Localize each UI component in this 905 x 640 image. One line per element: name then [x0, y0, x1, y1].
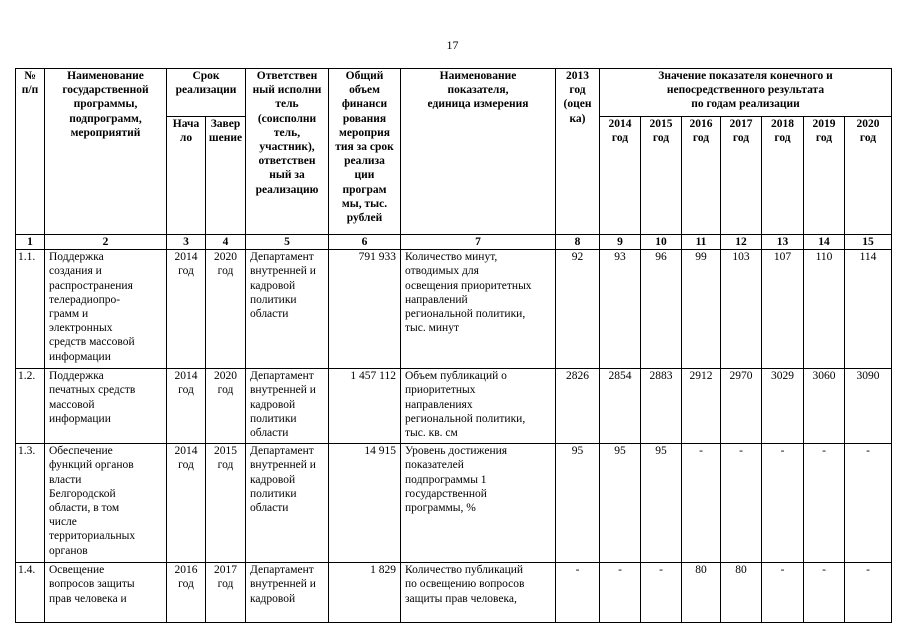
- row-end: 2020 год: [206, 369, 246, 444]
- header-year-2017: 2017 год: [721, 117, 762, 235]
- row-volume: 791 933: [329, 250, 401, 369]
- header-year-2014: 2014 год: [600, 117, 641, 235]
- row-value-2017: 80: [721, 563, 762, 623]
- column-number: 6: [329, 235, 401, 250]
- row-value-2017: 103: [721, 250, 762, 369]
- row-indicator: Объем публикаций о приоритетных направлениях региональной политики, тыс. кв. см: [401, 369, 556, 444]
- column-number: 11: [682, 235, 721, 250]
- header-year-2015: 2015 год: [641, 117, 682, 235]
- column-number: 9: [600, 235, 641, 250]
- row-end: 2017 год: [206, 563, 246, 623]
- row-value-2019: -: [804, 444, 845, 563]
- row-value-2013: 2826: [556, 369, 600, 444]
- row-activity-name: Поддержка создания и распространения телерадиопро- грамм и электронных средств массовой информации: [45, 250, 167, 369]
- row-end: 2020 год: [206, 250, 246, 369]
- row-value-2018: 3029: [762, 369, 804, 444]
- row-start: 2014 год: [167, 250, 206, 369]
- row-start: 2016 год: [167, 563, 206, 623]
- row-value-2017: 2970: [721, 369, 762, 444]
- header-year-2018: 2018 год: [762, 117, 804, 235]
- row-value-2016: 80: [682, 563, 721, 623]
- row-value-2020: -: [845, 563, 892, 623]
- row-activity-name: Обеспечение функций органов власти Белгородской области, в том числе территориальных органов: [45, 444, 167, 563]
- column-numbers-row: [16, 235, 892, 250]
- row-value-2015: 95: [641, 444, 682, 563]
- row-value-2014: 93: [600, 250, 641, 369]
- column-number: 3: [167, 235, 206, 250]
- row-start: 2014 год: [167, 444, 206, 563]
- row-responsible: Департамент внутренней и кадровой политики области: [246, 369, 329, 444]
- row-value-2016: -: [682, 444, 721, 563]
- row-volume: 14 915: [329, 444, 401, 563]
- header-end: Завер шение: [206, 117, 246, 235]
- column-number: 15: [845, 235, 892, 250]
- header-2013: 2013 год (оцен ка): [556, 69, 600, 235]
- header-year-2019: 2019 год: [804, 117, 845, 235]
- row-value-2014: -: [600, 563, 641, 623]
- row-responsible: Департамент внутренней и кадровой политики области: [246, 444, 329, 563]
- header-period: Срок реализации: [167, 69, 246, 117]
- header-values-group: Значение показателя конечного и непосредственного результата по годам реализации: [600, 69, 892, 117]
- row-value-2018: -: [762, 444, 804, 563]
- row-number: 1.2.: [16, 369, 45, 444]
- row-number: 1.3.: [16, 444, 45, 563]
- column-number: 8: [556, 235, 600, 250]
- row-start: 2014 год: [167, 369, 206, 444]
- row-value-2020: -: [845, 444, 892, 563]
- header-start: Нача ло: [167, 117, 206, 235]
- table-body: [16, 250, 892, 623]
- header-year-2020: 2020 год: [845, 117, 892, 235]
- column-number: 2: [45, 235, 167, 250]
- row-number: 1.4.: [16, 563, 45, 623]
- table-row: [16, 563, 892, 623]
- row-value-2018: -: [762, 563, 804, 623]
- row-value-2019: 110: [804, 250, 845, 369]
- row-value-2020: 114: [845, 250, 892, 369]
- column-number: 4: [206, 235, 246, 250]
- row-value-2013: -: [556, 563, 600, 623]
- header-responsible: Ответствен ный исполни тель (соисполни тель, участник), ответствен ный за реализацию: [246, 69, 329, 235]
- column-number: 10: [641, 235, 682, 250]
- row-value-2018: 107: [762, 250, 804, 369]
- row-value-2016: 99: [682, 250, 721, 369]
- column-number: 14: [804, 235, 845, 250]
- header-num: № п/п: [16, 69, 45, 235]
- header-volume: Общий объем финанси рования мероприя тия за срок реализа ции програм мы, тыс. рублей: [329, 69, 401, 235]
- row-value-2015: 96: [641, 250, 682, 369]
- row-volume: 1 829: [329, 563, 401, 623]
- row-indicator: Количество минут, отводимых для освещения приоритетных направлений региональной политики, тыс. минут: [401, 250, 556, 369]
- row-indicator: Количество публикаций по освещению вопросов защиты прав человека,: [401, 563, 556, 623]
- header-indicator: Наименование показателя, единица измерения: [401, 69, 556, 235]
- row-value-2015: 2883: [641, 369, 682, 444]
- table-header: [16, 69, 892, 250]
- column-number: 12: [721, 235, 762, 250]
- row-activity-name: Освещение вопросов защиты прав человека и: [45, 563, 167, 623]
- row-value-2019: -: [804, 563, 845, 623]
- program-table: [15, 68, 892, 623]
- column-number: 1: [16, 235, 45, 250]
- column-number: 7: [401, 235, 556, 250]
- row-responsible: Департамент внутренней и кадровой политики области: [246, 250, 329, 369]
- row-value-2016: 2912: [682, 369, 721, 444]
- table-row: [16, 369, 892, 444]
- row-indicator: Уровень достижения показателей подпрограммы 1 государственной программы, %: [401, 444, 556, 563]
- row-value-2020: 3090: [845, 369, 892, 444]
- row-value-2017: -: [721, 444, 762, 563]
- row-value-2013: 92: [556, 250, 600, 369]
- row-value-2019: 3060: [804, 369, 845, 444]
- table-row: [16, 250, 892, 369]
- row-value-2013: 95: [556, 444, 600, 563]
- column-number: 5: [246, 235, 329, 250]
- row-value-2014: 2854: [600, 369, 641, 444]
- column-number: 13: [762, 235, 804, 250]
- row-value-2015: -: [641, 563, 682, 623]
- row-number: 1.1.: [16, 250, 45, 369]
- header-name: Наименование государственной программы, подпрограмм, мероприятий: [45, 69, 167, 235]
- row-activity-name: Поддержка печатных средств массовой информации: [45, 369, 167, 444]
- header-year-2016: 2016 год: [682, 117, 721, 235]
- table-row: [16, 444, 892, 563]
- row-volume: 1 457 112: [329, 369, 401, 444]
- row-value-2014: 95: [600, 444, 641, 563]
- page-number: 17: [446, 38, 459, 52]
- row-responsible: Департамент внутренней и кадровой: [246, 563, 329, 623]
- row-end: 2015 год: [206, 444, 246, 563]
